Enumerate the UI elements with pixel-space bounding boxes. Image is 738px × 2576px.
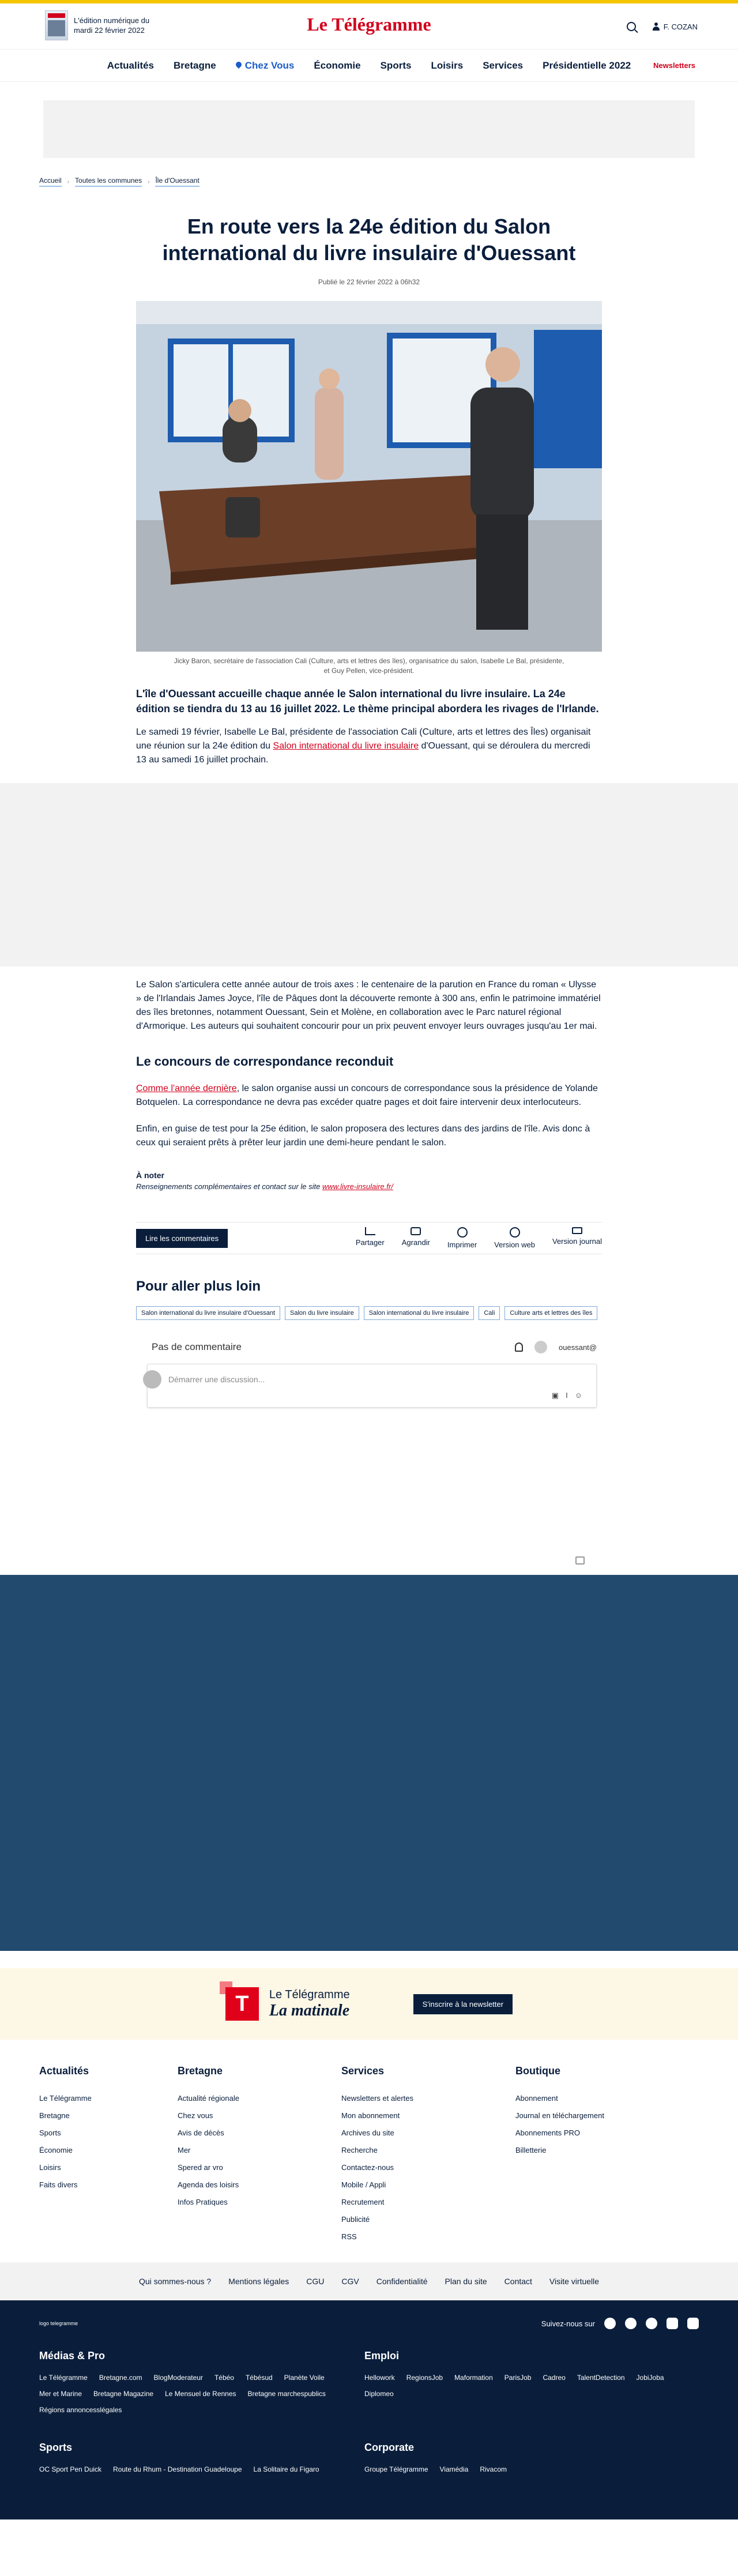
footer-link[interactable]: Spered ar vro <box>178 2163 223 2172</box>
footer-col-actualites: Actualités Le Télégramme Bretagne Sports Économie Loisirs Faits divers <box>39 2065 178 2262</box>
nav-services[interactable]: Services <box>483 59 524 71</box>
sports-link[interactable]: La Solitaire du Figaro <box>253 2465 319 2473</box>
share-icon <box>365 1227 375 1235</box>
footer-link[interactable]: Billetterie <box>515 2146 547 2154</box>
comment-input[interactable] <box>147 1364 597 1408</box>
nav-actualites[interactable]: Actualités <box>107 59 155 71</box>
related-title: Pour aller plus loin <box>136 1278 261 1294</box>
media-link[interactable]: Bretagne Magazine <box>93 2390 154 2398</box>
article-paragraph: Enfin, en guise de test pour la 25e édition, le salon proposera des lectures dans des jardins de l'île. Avis donc à ceux qui seraient prêts à prêter leur jardin une demi-heure pendant le salon. <box>136 1124 590 1148</box>
footer-link[interactable]: Abonnements PRO <box>515 2129 581 2137</box>
footer-link[interactable]: Newsletters et alertes <box>341 2094 413 2103</box>
edition-label: L'édition numérique du <box>74 16 150 25</box>
footer-link[interactable]: Le Télégramme <box>39 2094 92 2103</box>
nav-loisirs[interactable]: Loisirs <box>431 59 464 71</box>
article-actions <box>136 1222 602 1254</box>
related-tag[interactable]: Salon international du livre insulaire d'Ouessant <box>136 1306 280 1320</box>
related-tag[interactable]: Salon international du livre insulaire <box>364 1306 475 1320</box>
media-link[interactable]: Tébéo <box>214 2374 234 2382</box>
group-footer <box>0 2300 738 2519</box>
emploi-link[interactable]: RegionsJob <box>406 2374 443 2382</box>
breadcrumb <box>39 176 738 187</box>
footer-logo[interactable]: logo telegramme <box>39 2321 78 2326</box>
linkedin-icon[interactable] <box>646 2318 657 2329</box>
youtube-icon[interactable] <box>687 2318 699 2329</box>
print-button[interactable]: Imprimer <box>447 1227 477 1249</box>
facebook-icon[interactable] <box>625 2318 637 2329</box>
web-version-icon <box>510 1227 520 1238</box>
comment-user[interactable]: ouessant@ <box>559 1342 597 1352</box>
search-icon[interactable] <box>627 22 636 31</box>
breadcrumb-home[interactable]: Accueil <box>39 176 62 187</box>
footer-col-bretagne: Bretagne Actualité régionale Chez vous Avis de décès Mer Spered ar vro Agenda des loisirs Infos Pratiques <box>178 2065 341 2262</box>
follow-label: Suivez-nous sur <box>541 2319 595 2328</box>
related-tags <box>136 1306 602 1320</box>
note-title: À noter <box>136 1171 164 1180</box>
media-link[interactable]: Tébésud <box>245 2374 273 2382</box>
footer-link[interactable]: Contactez-nous <box>341 2163 394 2172</box>
footer-link[interactable]: Agenda des loisirs <box>178 2180 239 2189</box>
nav-economie[interactable]: Économie <box>314 59 361 71</box>
article-paragraph: Le samedi 19 février, Isabelle Le Bal, présidente de l'association Cali (Culture, arts et lettres des Îles) organisait une réunion sur la 24e édition du Salon international du livre insulaire d'Ouessant, qui se déroulera du mercredi 13 au samedi 16 juillet prochain. <box>136 727 591 765</box>
footer-link[interactable]: Faits divers <box>39 2180 78 2189</box>
footer-links <box>0 2040 738 2262</box>
emploi-link[interactable]: Diplomeo <box>364 2390 394 2398</box>
photo-caption: Jicky Baron, secrétaire de l'association Cali (Culture, arts et lettres des îles), organisatrice du salon, Isabelle Le Bal, présidente, et Guy Pellen, vice-président. <box>174 657 564 675</box>
nav-chez-vous[interactable]: Chez Vous <box>236 60 295 72</box>
breadcrumb-communes[interactable]: Toutes les communes <box>75 176 142 187</box>
media-link[interactable]: BlogModerateur <box>153 2374 203 2382</box>
corporate-title: Corporate <box>364 2442 415 2453</box>
corporate-link[interactable]: Groupe Télégramme <box>364 2465 428 2473</box>
salon-link[interactable]: Salon international du livre insulaire <box>273 741 419 751</box>
subscribe-newsletter-button[interactable]: S'inscrire à la newsletter <box>413 1994 513 2014</box>
newspaper-version-button[interactable]: Version journal <box>552 1227 602 1249</box>
nav-sports[interactable]: Sports <box>380 59 412 71</box>
footer-col-boutique: Boutique Abonnement Journal en téléchargement Abonnements PRO Billetterie <box>515 2065 654 2262</box>
emploi-title: Emploi <box>364 2350 400 2361</box>
image-upload-icon[interactable]: ▣ <box>551 1391 559 1400</box>
promo-block <box>0 1575 738 1951</box>
user-account-button[interactable] <box>652 22 698 31</box>
corporate-link[interactable]: Rivacom <box>480 2465 507 2473</box>
main-nav <box>0 50 738 82</box>
legal-link[interactable]: Plan du site <box>445 2277 487 2286</box>
footer-link[interactable]: Archives du site <box>341 2129 394 2137</box>
article-photo[interactable] <box>136 301 602 652</box>
text-size-icon <box>411 1227 421 1235</box>
footer-link[interactable]: Infos Pratiques <box>178 2198 228 2206</box>
text-format-icon[interactable]: I <box>566 1391 568 1400</box>
media-link[interactable]: Le Télégramme <box>39 2374 88 2382</box>
twitter-icon[interactable] <box>604 2318 616 2329</box>
telegramme-logo-icon: T <box>225 1987 259 2021</box>
footer-link[interactable]: Mon abonnement <box>341 2111 400 2120</box>
legal-links <box>0 2262 738 2300</box>
emploi-link[interactable]: Maformation <box>454 2374 493 2382</box>
emploi-link[interactable]: Hellowork <box>364 2374 395 2382</box>
previous-year-link[interactable]: Comme l'année dernière <box>136 1084 237 1093</box>
location-pin-icon <box>236 62 242 70</box>
nav-presidentielle[interactable]: Présidentielle 2022 <box>543 59 631 71</box>
footer-link[interactable]: Chez vous <box>178 2111 213 2120</box>
related-tag[interactable]: Salon du livre insulaire <box>285 1306 359 1320</box>
commenter-avatar <box>143 1370 161 1389</box>
emploi-link[interactable]: JobiJoba <box>636 2374 664 2382</box>
footer-link[interactable]: Économie <box>39 2146 73 2154</box>
comments-section <box>141 1341 597 1408</box>
medias-title: Médias & Pro <box>39 2350 106 2361</box>
edition-date: mardi 22 février 2022 <box>74 26 145 35</box>
sports-link[interactable]: Route du Rhum - Destination Guadeloupe <box>113 2465 242 2473</box>
spacer <box>0 1408 738 1575</box>
site-header <box>0 3 738 50</box>
publish-date: Publié le 22 février 2022 à 06h32 <box>318 278 420 286</box>
ad-banner-mid <box>0 783 738 967</box>
comment-count: Pas de commentaire <box>152 1341 242 1352</box>
comment-placeholder: Démarrer une discussion... <box>168 1375 265 1384</box>
note-text: Renseignements complémentaires et contact sur le site www.livre-insulaire.fr/ <box>136 1182 393 1191</box>
read-comments-button[interactable]: Lire les commentaires <box>136 1229 228 1248</box>
newsletter-banner <box>0 1968 738 2040</box>
legal-link[interactable]: Qui sommes-nous ? <box>138 2277 212 2286</box>
footer-link[interactable]: Publicité <box>341 2215 370 2224</box>
legal-link[interactable]: CGV <box>341 2277 359 2286</box>
emploi-link[interactable]: TalentDetection <box>577 2374 625 2382</box>
article-paragraph: Comme l'année dernière, le salon organise aussi un concours de correspondance sous la présidence de Yolande Botquelen. La correspondance ne devra pas excéder quatre pages et doit faire intervenir deux interlocuteurs. <box>136 1084 598 1107</box>
meeting-photo-illustration <box>136 301 602 652</box>
print-icon <box>457 1227 468 1238</box>
external-share-icon[interactable] <box>575 1556 585 1565</box>
footer-link[interactable]: Mobile / Appli <box>341 2180 386 2189</box>
breadcrumb-separator-icon: › <box>148 178 150 185</box>
emploi-link[interactable]: ParisJob <box>504 2374 532 2382</box>
newspaper-icon <box>572 1227 582 1234</box>
footer-link[interactable]: Bretagne <box>39 2111 70 2120</box>
newsletters-link[interactable]: Newsletters <box>653 61 695 70</box>
user-name: F. COZAN <box>663 22 698 31</box>
related-tag[interactable]: Culture arts et lettres des îles <box>504 1306 597 1320</box>
sports-link[interactable]: OC Sport Pen Duick <box>39 2465 102 2473</box>
ad-banner-top <box>43 100 695 158</box>
footer-link[interactable]: Actualité régionale <box>178 2094 239 2103</box>
legal-link[interactable]: Visite virtuelle <box>549 2277 600 2286</box>
related-tag[interactable]: Cali <box>479 1306 500 1320</box>
media-link[interactable]: Planète Voile <box>284 2374 325 2382</box>
enlarge-button[interactable]: Agrandir <box>402 1227 430 1249</box>
web-version-button[interactable]: Version web <box>494 1227 535 1249</box>
nav-bretagne[interactable]: Bretagne <box>174 59 216 71</box>
legal-link[interactable]: Mentions légales <box>228 2277 289 2286</box>
media-link[interactable]: Le Mensuel de Rennes <box>165 2390 236 2398</box>
footer-link[interactable]: Avis de décès <box>178 2129 224 2137</box>
footer-link[interactable]: RSS <box>341 2232 357 2241</box>
footer-col-services: Services Newsletters et alertes Mon abonnement Archives du site Recherche Contactez-nous Mobile / Appli Recrutement Publicité RSS <box>341 2065 515 2262</box>
footer-link[interactable]: Journal en téléchargement <box>515 2111 604 2120</box>
legal-link[interactable]: Contact <box>504 2277 532 2286</box>
legal-link[interactable]: Confidentialité <box>376 2277 428 2286</box>
article-subheading: Le concours de correspondance reconduit <box>136 1054 394 1069</box>
media-link[interactable]: Mer et Marine <box>39 2390 82 2398</box>
share-button[interactable]: Partager <box>356 1227 385 1249</box>
breadcrumb-separator-icon: › <box>67 178 70 185</box>
article-lead: L'île d'Ouessant accueille chaque année le Salon international du livre insulaire. La 24e édition se tiendra du 13 au 16 juillet 2022. Le thème principal abordera les rivages de l'Irlande. <box>136 688 599 714</box>
sports-title: Sports <box>39 2442 73 2453</box>
article-continued <box>136 978 602 1320</box>
article-paragraph: Le Salon s'articulera cette année autour de trois axes : le centenaire de la parution en France du roman « Ulysse » de l'Irlandais James Joyce, l'île de Pâques dont la découverte remonte à 300 ans, enfin le patrimoine immatériel des îles bretonnes, notamment Ouessant, Sein et Molène, en collaboration avec le Parc naturel régional d'Armorique. Les auteurs qui souhaitent concourir pour un prix peuvent envoyer leurs ouvrages jusqu'au 1er mai. <box>136 980 601 1031</box>
instagram-icon[interactable] <box>667 2318 678 2329</box>
emploi-link[interactable]: Cadreo <box>543 2374 566 2382</box>
livre-insulaire-link[interactable]: www.livre-insulaire.fr/ <box>322 1182 393 1191</box>
user-icon <box>652 22 660 31</box>
corporate-link[interactable]: Viamédia <box>439 2465 469 2473</box>
footer-link[interactable]: Abonnement <box>515 2094 558 2103</box>
breadcrumb-ouessant[interactable]: Île d'Ouessant <box>155 176 199 187</box>
user-avatar[interactable] <box>534 1341 547 1353</box>
footer-link[interactable]: Loisirs <box>39 2163 61 2172</box>
emoji-icon[interactable]: ☺ <box>574 1391 582 1400</box>
footer-link[interactable]: Mer <box>178 2146 191 2154</box>
legal-link[interactable]: CGU <box>306 2277 325 2286</box>
site-logo[interactable]: Le Télégramme <box>307 14 431 35</box>
newsletter-brand: Le Télégramme <box>269 1988 350 2001</box>
footer-link[interactable]: Sports <box>39 2129 61 2137</box>
article-title: En route vers la 24e édition du Salon international du livre insulaire d'Ouessant <box>162 215 576 265</box>
media-link[interactable]: Bretagne.com <box>99 2374 142 2382</box>
notification-bell-icon[interactable] <box>515 1342 523 1352</box>
newsletter-name: La matinale <box>269 2001 350 2020</box>
media-link[interactable]: Régions annoncesslégales <box>39 2406 122 2414</box>
footer-link[interactable]: Recherche <box>341 2146 378 2154</box>
media-link[interactable]: Bretagne marchespublics <box>247 2390 326 2398</box>
article <box>136 213 602 767</box>
footer-link[interactable]: Recrutement <box>341 2198 385 2206</box>
